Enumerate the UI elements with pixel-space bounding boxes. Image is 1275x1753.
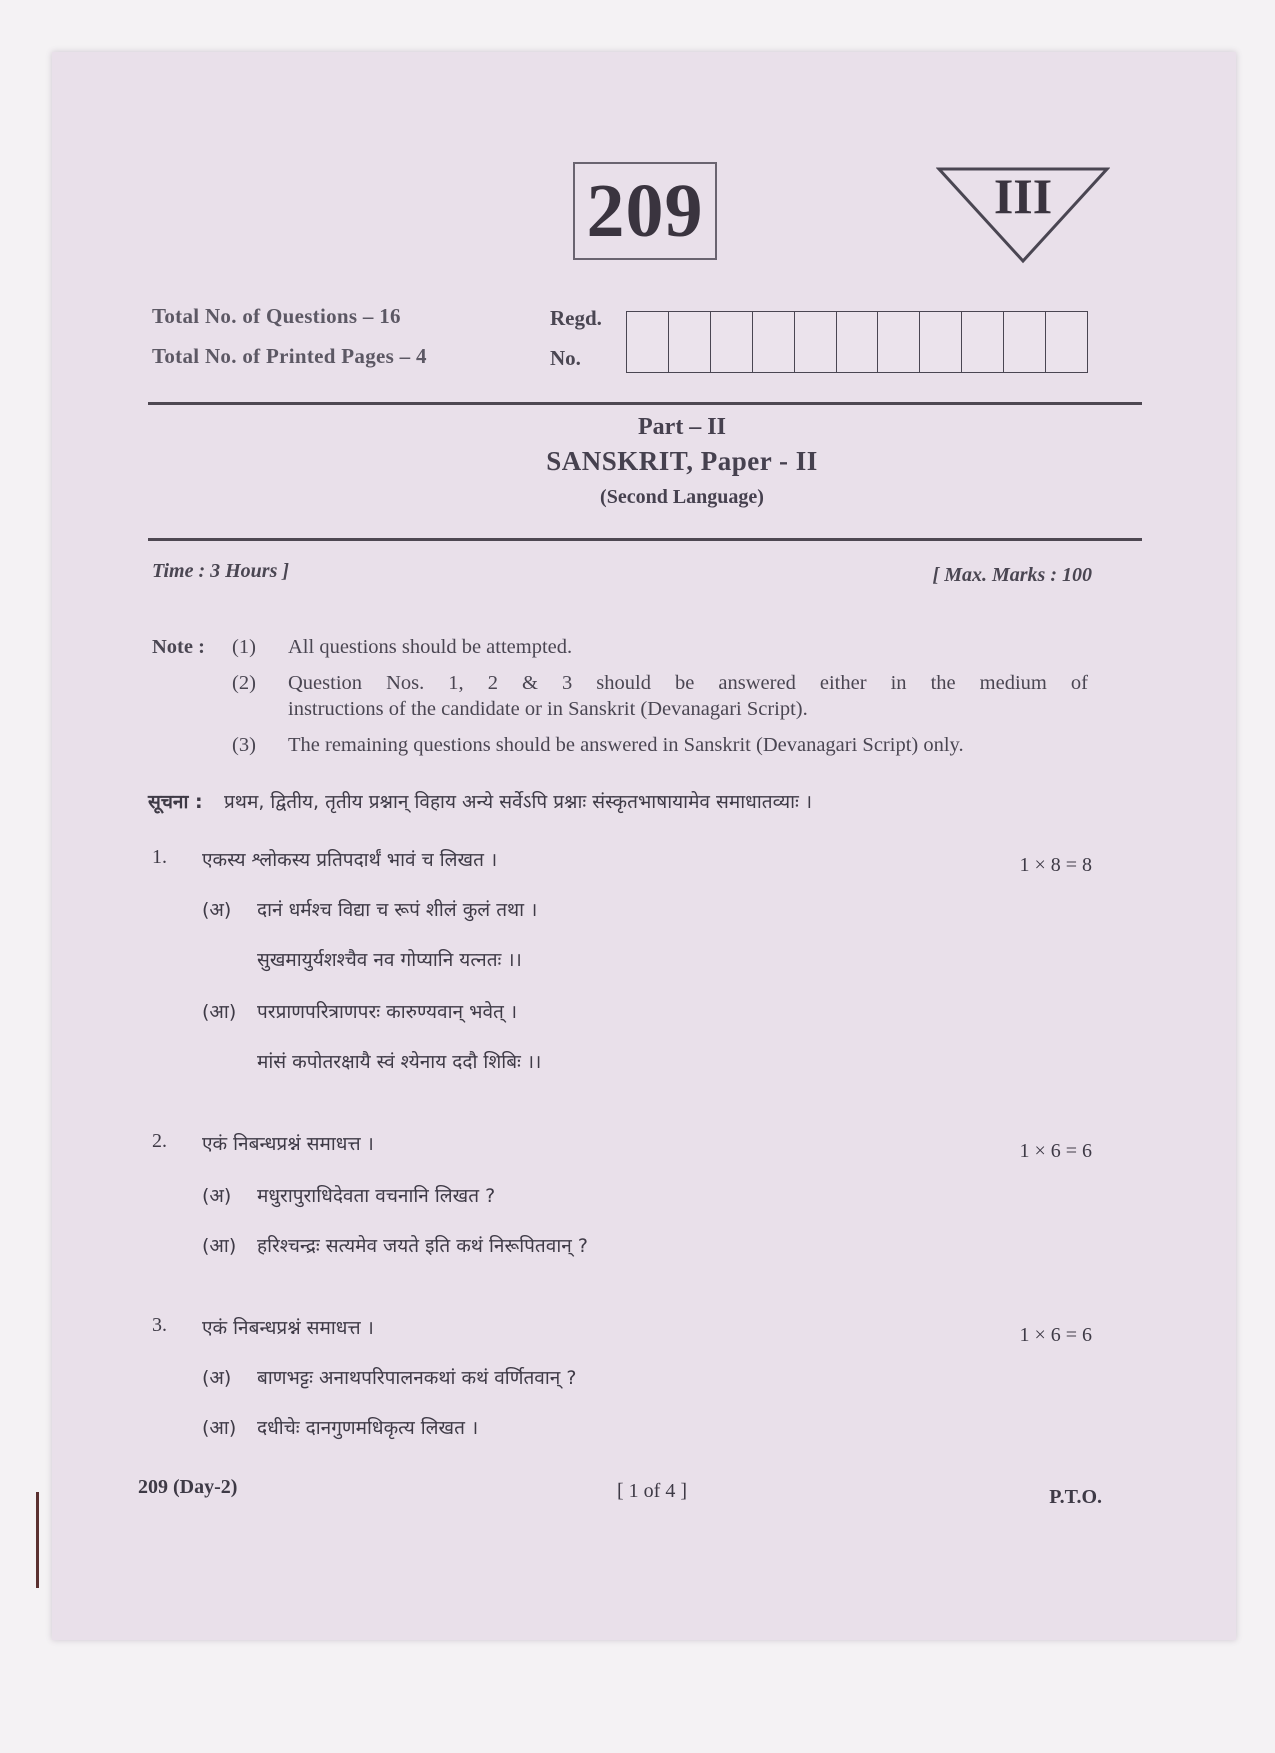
regd-no-label: No. (550, 346, 581, 370)
regd-digit-cell[interactable] (669, 312, 711, 372)
note-text: The remaining questions should be answered in Sanskrit (Devanagari Script) only. (288, 734, 964, 756)
regd-digit-cell[interactable] (627, 312, 669, 372)
note-text: All questions should be attempted. (288, 636, 573, 658)
part-title: Part – II (638, 414, 726, 440)
note-num: (1) (232, 636, 256, 658)
note-num: (3) (232, 734, 256, 756)
question-number: 3. (152, 1314, 167, 1336)
language-subtitle: (Second Language) (600, 486, 764, 508)
option-line: दधीचेः दानगुणमधिकृत्य लिखत । (257, 1417, 479, 1439)
suchana-label: सूचना : (148, 791, 203, 813)
option-line: बाणभट्टः अनाथपरिपालनकथां कथं वर्णितवान् ? (257, 1367, 577, 1389)
option-label: (आ) (202, 1001, 237, 1023)
max-marks: [ Max. Marks : 100 (932, 564, 1092, 586)
margin-ink-mark (36, 1492, 39, 1588)
regd-digit-cell[interactable] (878, 312, 920, 372)
option-line: हरिश्चन्द्रः सत्यमेव जयते इति कथं निरूपितवान् ? (257, 1235, 588, 1257)
exam-paper (52, 52, 1236, 1640)
question-marks: 1 × 6 = 6 (1019, 1324, 1092, 1346)
page-number: [ 1 of 4 ] (617, 1480, 687, 1502)
regd-digit-cell[interactable] (1046, 312, 1087, 372)
question-text: एकं निबन्धप्रश्नं समाधत्त । (202, 1133, 374, 1155)
question-marks: 1 × 6 = 6 (1019, 1140, 1092, 1162)
question-marks: 1 × 8 = 8 (1019, 854, 1092, 876)
subject-title: SANSKRIT, Paper - II (546, 446, 818, 476)
option-label: (आ) (202, 1235, 237, 1257)
pto-label: P.T.O. (1049, 1486, 1102, 1508)
regd-digit-cell[interactable] (1004, 312, 1046, 372)
regd-digit-cell[interactable] (920, 312, 962, 372)
question-number: 2. (152, 1130, 167, 1152)
note-num: (2) (232, 672, 256, 694)
header-divider (148, 402, 1142, 405)
total-questions: Total No. of Questions – 16 (152, 304, 401, 328)
regd-digit-cell[interactable] (711, 312, 753, 372)
regd-digit-cell[interactable] (753, 312, 795, 372)
note-text: Question Nos. 1, 2 & 3 should be answered either in the medium of (288, 672, 1088, 694)
regd-digit-cell[interactable] (795, 312, 837, 372)
note-label: Note : (152, 636, 205, 658)
option-line: मधुरापुराधिदेवता वचनानि लिखत ? (257, 1185, 496, 1207)
option-line: परप्राणपरित्राणपरः कारुण्यवान् भवेत् । (257, 1001, 518, 1023)
question-number: 1. (152, 846, 167, 868)
option-label: (अ) (202, 1185, 232, 1207)
option-line: दानं धर्मश्च विद्या च रूपं शीलं कुलं तथा । (257, 899, 538, 921)
question-text: एकस्य श्लोकस्य प्रतिपदार्थं भावं च लिखत । (202, 849, 498, 871)
title-divider (148, 538, 1142, 541)
option-label: (अ) (202, 1367, 232, 1389)
total-pages: Total No. of Printed Pages – 4 (152, 344, 427, 368)
suchana-text: प्रथम, द्वितीय, तृतीय प्रश्नान् विहाय अन्ये सर्वेऽपि प्रश्नाः संस्कृतभाषायामेव समाधातव्याः । (224, 791, 813, 813)
note-text-continued: instructions of the candidate or in Sanskrit (Devanagari Script). (288, 698, 808, 720)
paper-code-box: 209 (573, 162, 717, 260)
time-allowed: Time : 3 Hours ] (152, 560, 290, 582)
regd-number-grid[interactable] (626, 311, 1088, 373)
regd-label: Regd. (550, 306, 602, 330)
option-line: सुखमायुर्यशश्चैव नव गोप्यानि यत्नतः ।। (257, 949, 522, 971)
option-label: (आ) (202, 1417, 237, 1439)
footer-paper-code: 209 (Day-2) (138, 1476, 238, 1498)
option-label: (अ) (202, 899, 232, 921)
regd-digit-cell[interactable] (837, 312, 879, 372)
option-line: मांसं कपोतरक्षायै स्वं श्येनाय ददौ शिबिः ।। (257, 1051, 542, 1073)
question-text: एकं निबन्धप्रश्नं समाधत्त । (202, 1317, 374, 1339)
set-code: III (993, 168, 1053, 224)
regd-digit-cell[interactable] (962, 312, 1004, 372)
